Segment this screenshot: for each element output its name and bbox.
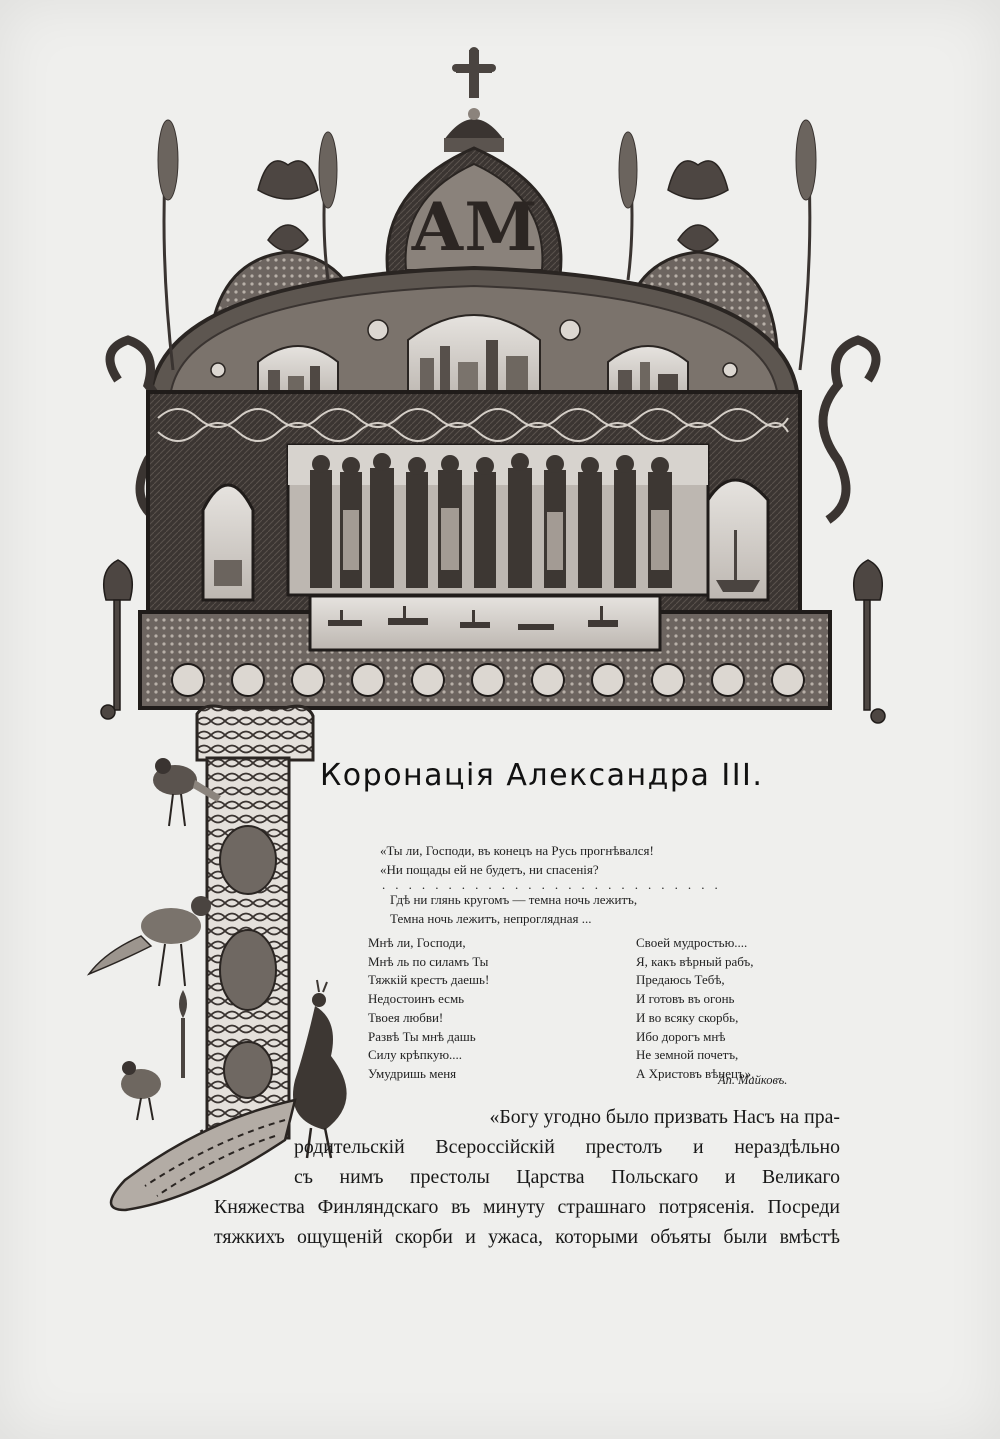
page-title: Коронація Александра III. — [320, 758, 764, 793]
initial-medallions — [220, 826, 276, 1098]
poem-column-left — [368, 934, 489, 1084]
fleur-icon — [179, 990, 187, 1018]
poem-line: Темна ночь лежитъ, непроглядная ... — [390, 911, 592, 927]
poem-author: Ап. Майковъ. — [718, 1073, 788, 1087]
poem-line: Не земной почетъ, — [636, 1047, 739, 1063]
orthodox-cross-icon — [452, 47, 496, 98]
poem-line: Твоея любви! — [368, 1009, 444, 1025]
prose-line: тяжкихъ ощущеній скорби и ужаса, которыми объяты были вмѣстѣ — [214, 1226, 840, 1248]
poem-column-right — [636, 934, 754, 1084]
poem-ellipsis-line: . . . . . . . . . . . . . . . . . . . . . . . . . . — [382, 877, 722, 893]
bird-icon-third — [121, 1061, 161, 1120]
initial-capital-top — [197, 706, 313, 760]
poem-line: Предаюсь Тебѣ, — [636, 972, 725, 988]
imperial-crown-icon — [444, 108, 504, 152]
poem-opening — [380, 842, 721, 929]
prose-line: съ нимъ престолы Царства Польскаго и Великаго — [294, 1166, 840, 1188]
onion-dome-icon — [387, 148, 561, 275]
poem-line: А Христовъ вѣнецъ». — [636, 1065, 755, 1081]
prose-line: «Богу угодно было призвать Насъ на пра- — [489, 1106, 840, 1128]
right-vignette — [708, 480, 768, 600]
poem-line: Тяжкій крестъ даешь! — [368, 972, 490, 988]
poem-line: «Ни пощады ей не будетъ, ни спасенія? — [380, 861, 599, 877]
poem-line: И во всяку скорбь, — [636, 1009, 739, 1025]
poem-line: Я, какъ вѣрный рабъ, — [636, 953, 754, 969]
boyars-scene — [288, 445, 708, 595]
poem-line: Мнѣ ли, Господи, — [368, 935, 466, 950]
bird-icon-second — [89, 896, 211, 986]
arch-window-center — [408, 315, 540, 400]
right-scroll-ornament — [823, 340, 876, 520]
poem-line: «Ты ли, Господи, въ конецъ на Русь прогнѣвался! — [380, 843, 654, 858]
left-vignette — [203, 485, 253, 600]
poem-line: Развѣ Ты мнѣ дашь — [368, 1028, 476, 1044]
ornamental-headpiece — [88, 40, 898, 730]
poem-line: Ибо дорогъ мнѣ — [636, 1028, 726, 1044]
poem-line: Мнѣ ль по силамъ Ты — [368, 953, 489, 969]
prose-line: Княжества Финляндскаго въ минуту страшнаго потрясенія. Посреди — [214, 1196, 840, 1218]
poem-line: Недостоинъ есмь — [368, 991, 465, 1007]
steamship-icon — [716, 580, 760, 592]
prose-line: родительскій Всероссійскій престолъ и нераздѣльно — [294, 1136, 840, 1158]
poem-line: Своей мудростью.... — [636, 935, 748, 950]
poem-line: И готовъ въ огонь — [636, 991, 735, 1007]
monogram: АМ — [410, 188, 538, 266]
poem-line: Гдѣ ни глянь кругомъ — темна ночь лежитъ, — [390, 892, 638, 908]
poem-line: Силу крѣпкую.... — [368, 1047, 463, 1063]
river-steamers-scene — [310, 596, 660, 650]
poem-line: Умудришь меня — [368, 1065, 457, 1081]
